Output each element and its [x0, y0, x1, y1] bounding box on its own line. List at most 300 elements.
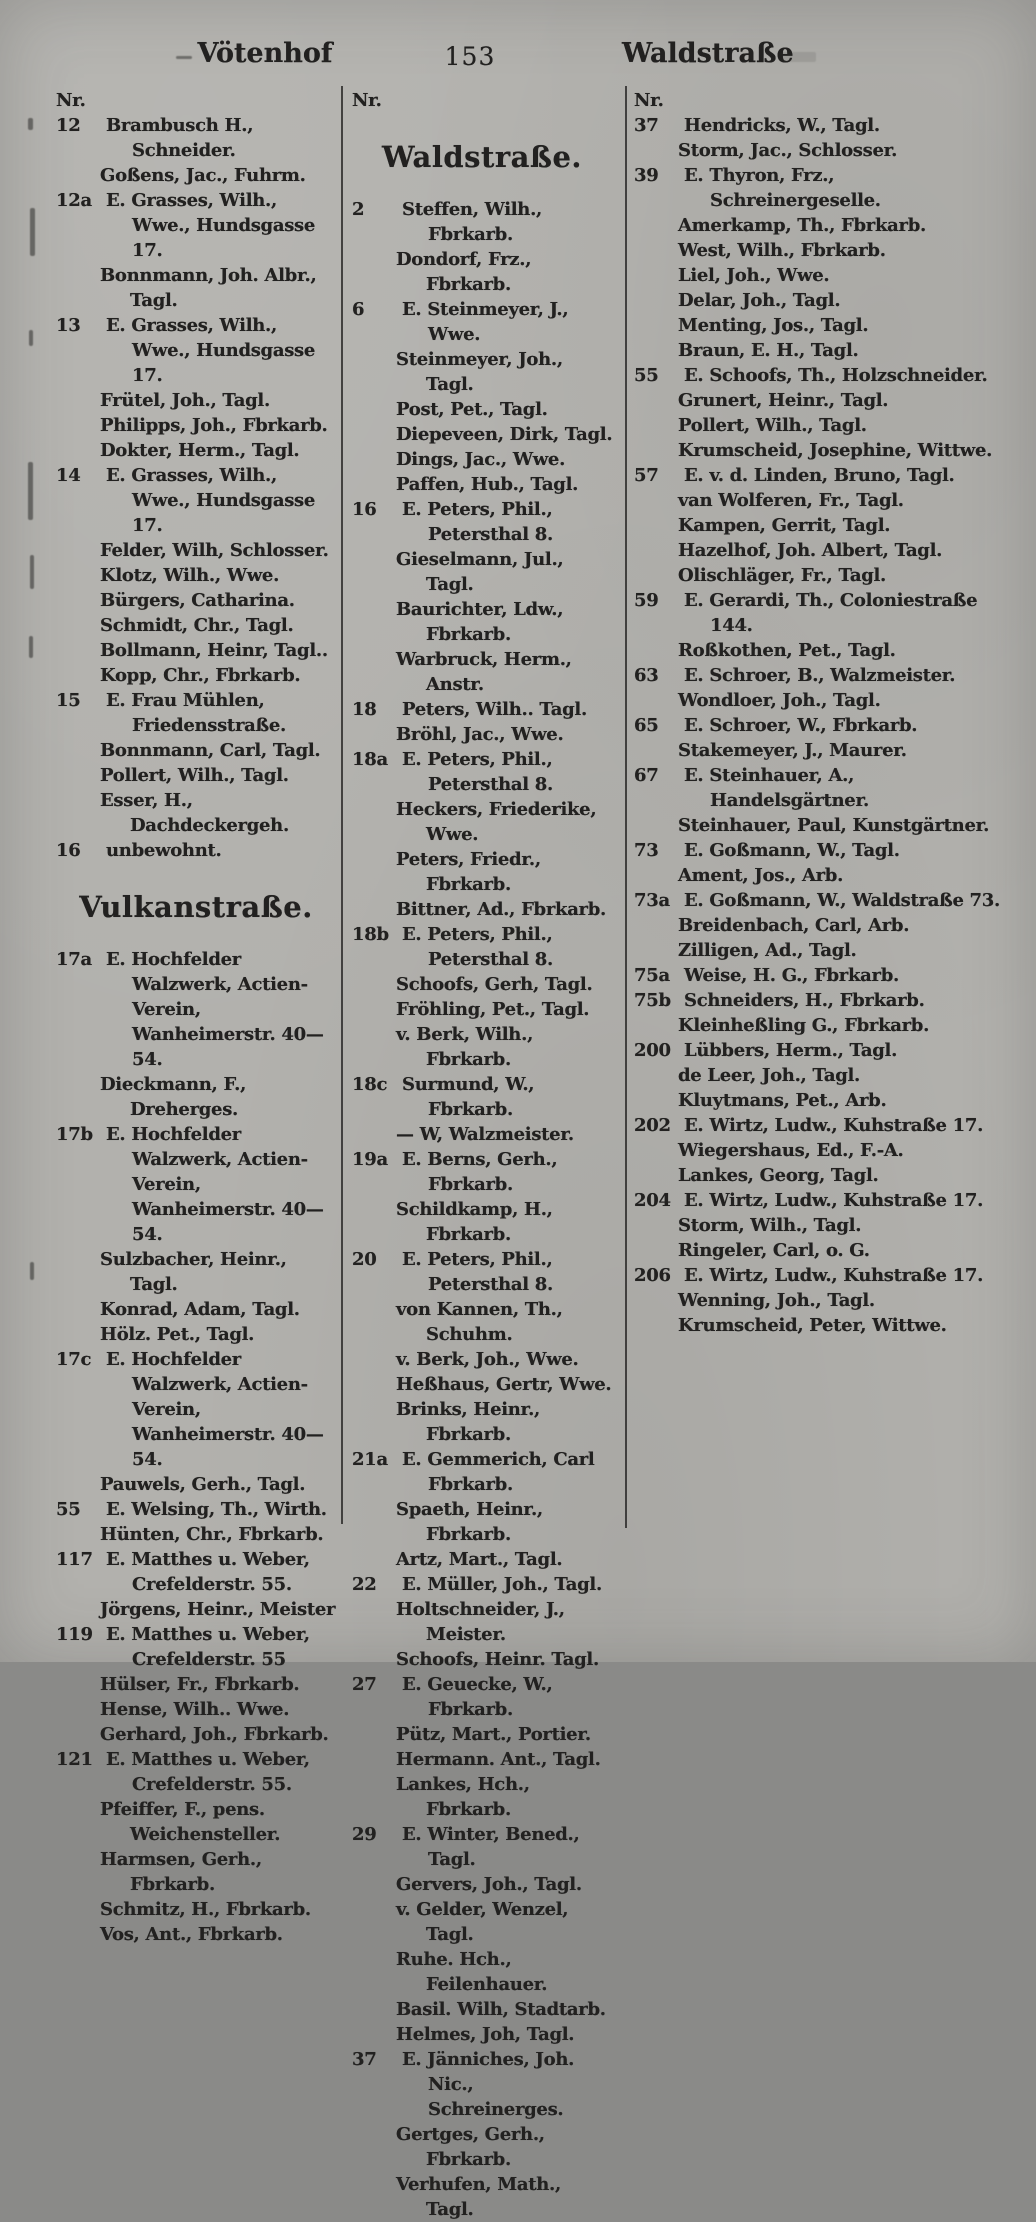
entry-row [54, 1547, 338, 1597]
entry-row [54, 838, 338, 863]
entry-row [350, 472, 614, 497]
entry-number: 55 [634, 365, 659, 386]
entry-text: Felder, Wilh, Schlosser. [100, 540, 329, 561]
entry-row [350, 1447, 614, 1497]
entry-text: Basil. Wilh, Stadtarb. [396, 1999, 606, 2020]
entry-row [54, 588, 338, 613]
entry-text: Dondorf, Frz., Fbrkarb. [396, 249, 532, 295]
entry-text: Wiegershaus, Ed., F.-A. [678, 1140, 904, 1161]
entry-row [350, 1372, 614, 1397]
entry-text: Krumscheid, Josephine, Wittwe. [678, 440, 993, 461]
entry-row [54, 663, 338, 688]
entry-row [350, 1247, 614, 1297]
scan-artifact [28, 462, 33, 520]
entry-row [632, 763, 1010, 813]
entry-row [350, 647, 614, 697]
entry-text: Schneiders, H., Fbrkarb. [684, 990, 925, 1011]
entry-row [632, 938, 1010, 963]
entry-row [632, 213, 1010, 238]
entry-number: 117 [56, 1549, 93, 1570]
entry-row [350, 2022, 614, 2047]
entry-number: 13 [56, 315, 81, 336]
entry-number: 37 [352, 2049, 377, 2070]
entry-row [350, 1547, 614, 1572]
entry-text: Schoofs, Gerh, Tagl. [396, 974, 593, 995]
entry-row [632, 713, 1010, 738]
entry-text: de Leer, Joh., Tagl. [678, 1065, 861, 1086]
entry-row [632, 688, 1010, 713]
entry-number: 22 [352, 1574, 377, 1595]
scan-artifact [780, 52, 816, 62]
column-3-entries [632, 113, 1010, 1338]
scan-artifact [176, 56, 192, 59]
entry-number: 75b [634, 990, 671, 1011]
entry-row [54, 563, 338, 588]
nr-label: Nr. [352, 90, 382, 111]
entry-text: Heckers, Friederike, Wwe. [396, 799, 597, 845]
entry-row [632, 963, 1010, 988]
entry-text: E. Berns, Gerh., Fbrkarb. [402, 1149, 558, 1195]
entry-row [350, 547, 614, 597]
scan-artifact [30, 555, 34, 589]
entry-text: Liel, Joh., Wwe. [678, 265, 830, 286]
entry-row [350, 1297, 614, 1347]
entry-row [350, 2172, 614, 2222]
entry-row [350, 1772, 614, 1822]
entry-row [54, 1797, 338, 1847]
entry-row [54, 613, 338, 638]
entry-row [54, 1847, 338, 1897]
entry-row [350, 1647, 614, 1672]
entry-number: 200 [634, 1040, 671, 1061]
entry-row [632, 338, 1010, 363]
entry-row [350, 1397, 614, 1447]
entry-text: Heßhaus, Gertr, Wwe. [396, 1374, 612, 1395]
entry-text: Helmes, Joh, Tagl. [396, 2024, 575, 2045]
entry-row [350, 797, 614, 847]
entry-row [54, 313, 338, 388]
scan-artifact [29, 330, 33, 346]
entry-number: 121 [56, 1749, 93, 1770]
entry-row [632, 463, 1010, 488]
entry-row [350, 847, 614, 897]
entry-row [54, 1897, 338, 1922]
entry-text: Bonnmann, Carl, Tagl. [100, 740, 321, 761]
entry-text: Hendricks, W., Tagl. [684, 115, 880, 136]
entry-number: 27 [352, 1674, 377, 1695]
entry-text: Lankes, Hch., Fbrkarb. [396, 1774, 530, 1820]
entry-text: Hermann. Ant., Tagl. [396, 1749, 601, 1770]
entry-text: Pollert, Wilh., Tagl. [678, 415, 867, 436]
entry-text: Hülser, Fr., Fbrkarb. [100, 1674, 300, 1695]
entry-row [350, 1022, 614, 1072]
entry-text: E. Schoofs, Th., Holzschneider. [684, 365, 988, 386]
entry-text: Vos, Ant., Fbrkarb. [100, 1924, 283, 1945]
entry-row [54, 1622, 338, 1672]
entry-text: Brinks, Heinr., Fbrkarb. [396, 1399, 541, 1445]
entry-number: 57 [634, 465, 659, 486]
entry-row [350, 397, 614, 422]
entry-row [632, 113, 1010, 138]
entry-row [632, 663, 1010, 688]
column-separator [341, 86, 343, 1524]
entry-row [632, 138, 1010, 163]
entry-row [54, 263, 338, 313]
entry-row [350, 997, 614, 1022]
entry-row [54, 388, 338, 413]
entry-row [350, 1072, 614, 1122]
entry-text: Spaeth, Heinr., Fbrkarb. [396, 1499, 543, 1545]
entry-row [632, 1088, 1010, 1113]
entry-text: Pollert, Wilh., Tagl. [100, 765, 289, 786]
entry-row [632, 588, 1010, 638]
entry-text: E. Goßmann, W., Tagl. [684, 840, 900, 861]
column-1-entries [54, 113, 338, 1947]
entry-text: Menting, Jos., Tagl. [678, 315, 869, 336]
entry-row [350, 922, 614, 972]
entry-text: Breidenbach, Carl, Arb. [678, 915, 910, 936]
entry-row [350, 897, 614, 922]
entry-text: E. v. d. Linden, Bruno, Tagl. [684, 465, 955, 486]
entry-number: 6 [352, 299, 365, 320]
entry-number: 67 [634, 765, 659, 786]
entry-text: Roßkothen, Pet., Tagl. [678, 640, 896, 661]
entry-row [632, 488, 1010, 513]
entry-text: E. Grasses, Wilh., Wwe., Hundsgasse 17. [106, 190, 316, 261]
entry-text: Harmsen, Gerh., Fbrkarb. [100, 1849, 262, 1895]
entry-row [54, 438, 338, 463]
entry-text: Braun, E. H., Tagl. [678, 340, 859, 361]
entry-row [632, 363, 1010, 388]
entry-text: Pütz, Mart., Portier. [396, 1724, 591, 1745]
entry-text: E. Grasses, Wilh., Wwe., Hundsgasse 17. [106, 465, 316, 536]
entry-row [54, 188, 338, 263]
nr-label: Nr. [56, 90, 86, 111]
entry-row [54, 413, 338, 438]
entry-row [350, 2122, 614, 2172]
column-2-entries [350, 140, 614, 2222]
entry-number: 39 [634, 165, 659, 186]
entry-row [54, 1247, 338, 1297]
page-number: 153 [444, 42, 496, 71]
scan-artifact [30, 1262, 34, 1280]
entry-row [350, 1822, 614, 1872]
entry-row [632, 1113, 1010, 1138]
entry-text: Kluytmans, Pet., Arb. [678, 1090, 887, 1111]
entry-number: 18 [352, 699, 377, 720]
entry-text: Krumscheid, Peter, Wittwe. [678, 1315, 947, 1336]
entry-text: E. Wirtz, Ludw., Kuhstraße 17. [684, 1190, 984, 1211]
entry-row [350, 1897, 614, 1947]
entry-text: Pauwels, Gerh., Tagl. [100, 1474, 306, 1495]
entry-number: 119 [56, 1624, 93, 1645]
entry-number: 12 [56, 115, 81, 136]
entry-number: 18a [352, 749, 388, 770]
entry-row [350, 422, 614, 447]
entry-row [54, 1522, 338, 1547]
entry-number: 20 [352, 1249, 377, 1270]
entry-text: Ringeler, Carl, o. G. [678, 1240, 870, 1261]
entry-text: Schoofs, Heinr. Tagl. [396, 1649, 599, 1670]
entry-text: Amerkamp, Th., Fbrkarb. [678, 215, 926, 236]
entry-text: Steinhauer, Paul, Kunstgärtner. [678, 815, 990, 836]
entry-row [54, 1672, 338, 1697]
scan-artifact [30, 208, 35, 256]
entry-text: Olischläger, Fr., Tagl. [678, 565, 887, 586]
entry-row [350, 722, 614, 747]
entry-row [632, 738, 1010, 763]
entry-row [632, 163, 1010, 213]
entry-text: E. Winter, Bened., Tagl. [402, 1824, 580, 1870]
entry-text: Bittner, Ad., Fbrkarb. [396, 899, 606, 920]
entry-text: Bürgers, Catharina. [100, 590, 295, 611]
entry-text: Lübbers, Herm., Tagl. [684, 1040, 898, 1061]
entry-row [632, 863, 1010, 888]
entry-text: E. Frau Mühlen, Friedensstraße. [106, 690, 286, 736]
entry-number: 29 [352, 1824, 377, 1845]
entry-number: 65 [634, 715, 659, 736]
entry-row [632, 638, 1010, 663]
entry-text: E. Steinhauer, A., Handelsgärtner. [684, 765, 869, 811]
entry-text: E. Matthes u. Weber, Crefelderstr. 55. [106, 1749, 310, 1795]
entry-text: Lankes, Georg, Tagl. [678, 1165, 879, 1186]
entry-row [54, 1922, 338, 1947]
entry-row [350, 197, 614, 247]
entry-number: 17a [56, 949, 92, 970]
entry-row [350, 1122, 614, 1147]
entry-row [632, 513, 1010, 538]
entry-text: Hazelhof, Joh. Albert, Tagl. [678, 540, 943, 561]
entry-row [54, 738, 338, 763]
entry-text: Holtschneider, J., Meister. [396, 1599, 565, 1645]
entry-text: Ruhe. Hch., Feilenhauer. [396, 1949, 548, 1995]
entry-text: E. Goßmann, W., Waldstraße 73. [684, 890, 1000, 911]
entry-text: Dieckmann, F., Dreherges. [100, 1074, 247, 1120]
entry-text: E. Peters, Phil., Petersthal 8. [402, 749, 553, 795]
entry-row [54, 1497, 338, 1522]
entry-number: 63 [634, 665, 659, 686]
entry-text: Schmitz, H., Fbrkarb. [100, 1899, 311, 1920]
entry-row [632, 438, 1010, 463]
entry-text: Grunert, Heinr., Tagl. [678, 390, 889, 411]
entry-row [632, 838, 1010, 863]
entry-text: Surmund, W., Fbrkarb. [402, 1074, 535, 1120]
column-1 [54, 88, 338, 1947]
entry-text: Wondloer, Joh., Tagl. [678, 690, 881, 711]
entry-row [54, 1722, 338, 1747]
street-heading: Waldstraße. [381, 140, 582, 174]
entry-number: 16 [56, 840, 81, 861]
entry-text: E. Geuecke, W., Fbrkarb. [402, 1674, 553, 1720]
entry-row [350, 972, 614, 997]
entry-row [632, 413, 1010, 438]
entry-row [54, 1122, 338, 1247]
entry-row [54, 113, 338, 163]
entry-text: E. Matthes u. Weber, Crefelderstr. 55 [106, 1624, 310, 1670]
entry-row [350, 1147, 614, 1197]
entry-text: Storm, Jac., Schlosser. [678, 140, 898, 161]
nr-label: Nr. [634, 90, 664, 111]
entry-text: Wenning, Joh., Tagl. [678, 1290, 875, 1311]
entry-number: 16 [352, 499, 377, 520]
entry-text: E. Wirtz, Ludw., Kuhstraße 17. [684, 1115, 984, 1136]
entry-row [632, 988, 1010, 1013]
entry-row [350, 697, 614, 722]
column-2 [350, 88, 614, 2222]
entry-row [350, 1722, 614, 1747]
entry-text: Bollmann, Heinr, Tagl.. [100, 640, 328, 661]
entry-text: Konrad, Adam, Tagl. [100, 1299, 300, 1320]
entry-text: Gervers, Joh., Tagl. [396, 1874, 582, 1895]
entry-row [632, 288, 1010, 313]
entry-row [54, 163, 338, 188]
entry-text: Pfeiffer, F., pens. Weichensteller. [100, 1799, 281, 1845]
entry-row [350, 247, 614, 297]
entry-text: Jörgens, Heinr., Meister [100, 1599, 336, 1620]
entry-row [54, 1072, 338, 1122]
entry-number: 73 [634, 840, 659, 861]
entry-text: unbewohnt. [106, 840, 222, 861]
entry-row [350, 1672, 614, 1722]
entry-text: E. Wirtz, Ludw., Kuhstraße 17. [684, 1265, 984, 1286]
entry-text: Gerhard, Joh., Fbrkarb. [100, 1724, 329, 1745]
entry-row [632, 888, 1010, 913]
entry-row [350, 1197, 614, 1247]
entry-text: Peters, Wilh.. Tagl. [402, 699, 587, 720]
entry-text: Goßens, Jac., Fuhrm. [100, 165, 306, 186]
scan-artifact [28, 118, 33, 130]
entry-row [350, 1572, 614, 1597]
entry-text: Delar, Joh., Tagl. [678, 290, 841, 311]
entry-row [54, 1472, 338, 1497]
entry-number: 18c [352, 1074, 388, 1095]
entry-text: van Wolferen, Fr., Tagl. [678, 490, 904, 511]
entry-text: E. Hochfelder Walzwerk, Actien-Verein, Wanheimerstr. 40—54. [106, 1349, 324, 1470]
entry-row [632, 1238, 1010, 1263]
entry-number: 17b [56, 1124, 93, 1145]
entry-number: 73a [634, 890, 670, 911]
entry-text: — W, Walzmeister. [396, 1124, 574, 1145]
entry-text: Kampen, Gerrit, Tagl. [678, 515, 891, 536]
entry-row [632, 263, 1010, 288]
entry-row [54, 1297, 338, 1322]
column-3 [632, 88, 1010, 1338]
entry-number: 15 [56, 690, 81, 711]
entry-text: Warbruck, Herm., Anstr. [396, 649, 572, 695]
entry-text: E. Müller, Joh., Tagl. [402, 1574, 602, 1595]
entry-number: 19a [352, 1149, 388, 1170]
entry-text: Storm, Wilh., Tagl. [678, 1215, 862, 1236]
entry-row [632, 1163, 1010, 1188]
entry-text: Bröhl, Jac., Wwe. [396, 724, 564, 745]
entry-row [350, 1947, 614, 1997]
entry-number: 37 [634, 115, 659, 136]
entry-row [54, 1747, 338, 1797]
entry-text: Gieselmann, Jul., Tagl. [396, 549, 564, 595]
entry-text: Steinmeyer, Joh., Tagl. [396, 349, 563, 395]
column-separator [625, 86, 627, 1528]
entry-number: 2 [352, 199, 365, 220]
entry-row [350, 1497, 614, 1547]
entry-text: Peters, Friedr., Fbrkarb. [396, 849, 541, 895]
entry-text: E. Schroer, W., Fbrkarb. [684, 715, 918, 736]
entry-text: E. Gerardi, Th., Coloniestraße 144. [684, 590, 978, 636]
header-right-title: Waldstraße [622, 38, 794, 69]
entry-row [632, 1188, 1010, 1213]
entry-text: E. Jänniches, Joh. Nic., Schreinerges. [402, 2049, 575, 2120]
entry-text: Kopp, Chr., Fbrkarb. [100, 665, 301, 686]
entry-text: E. Peters, Phil., Petersthal 8. [402, 499, 553, 545]
entry-row [350, 747, 614, 797]
entry-text: Weise, H. G., Fbrkarb. [684, 965, 899, 986]
entry-number: 14 [56, 465, 81, 486]
entry-text: E. Grasses, Wilh., Wwe., Hundsgasse 17. [106, 315, 316, 386]
entry-text: Bonnmann, Joh. Albr., Tagl. [100, 265, 317, 311]
entry-row [632, 1263, 1010, 1288]
entry-row [632, 388, 1010, 413]
entry-row [632, 1038, 1010, 1063]
entry-text: Hense, Wilh.. Wwe. [100, 1699, 290, 1720]
entry-row [54, 463, 338, 538]
entry-text: von Kannen, Th., Schuhm. [396, 1299, 563, 1345]
entry-row [54, 1322, 338, 1347]
entry-row [632, 1288, 1010, 1313]
entry-text: Sulzbacher, Heinr., Tagl. [100, 1249, 287, 1295]
entry-number: 12a [56, 190, 92, 211]
entry-row [54, 788, 338, 838]
entry-row [632, 238, 1010, 263]
entry-row [632, 813, 1010, 838]
entry-row [350, 497, 614, 547]
entry-row [632, 1063, 1010, 1088]
entry-row [350, 1347, 614, 1372]
entry-text: E. Thyron, Frz., Schreinergeselle. [684, 165, 881, 211]
entry-row [632, 913, 1010, 938]
entry-row [350, 447, 614, 472]
entry-row [632, 538, 1010, 563]
entry-text: Hölz. Pet., Tagl. [100, 1324, 255, 1345]
entry-number: 206 [634, 1265, 671, 1286]
entry-row [350, 347, 614, 397]
entry-text: v. Gelder, Wenzel, Tagl. [396, 1899, 569, 1945]
entry-text: Frütel, Joh., Tagl. [100, 390, 270, 411]
entry-text: Kleinheßling G., Fbrkarb. [678, 1015, 930, 1036]
entry-text: Diepeveen, Dirk, Tagl. [396, 424, 613, 445]
entry-text: Post, Pet., Tagl. [396, 399, 548, 420]
entry-text: Ament, Jos., Arb. [678, 865, 844, 886]
street-heading: Vulkanstraße. [79, 890, 313, 924]
entry-row [350, 1872, 614, 1897]
entry-text: Esser, H., Dachdeckergeh. [100, 790, 289, 836]
entry-text: Artz, Mart., Tagl. [396, 1549, 563, 1570]
entry-number: 18b [352, 924, 389, 945]
entry-text: Brambusch H., Schneider. [106, 115, 254, 161]
entry-text: Fröhling, Pet., Tagl. [396, 999, 590, 1020]
entry-text: Verhufen, Math., Tagl. [396, 2174, 561, 2220]
entry-number: 202 [634, 1115, 671, 1136]
entry-text: Hünten, Chr., Fbrkarb. [100, 1524, 324, 1545]
entry-text: E. Steinmeyer, J., Wwe. [402, 299, 569, 345]
entry-text: West, Wilh., Fbrkarb. [678, 240, 886, 261]
entry-row [54, 763, 338, 788]
entry-text: Schildkamp, H., Fbrkarb. [396, 1199, 553, 1245]
entry-number: 55 [56, 1499, 81, 1520]
entry-number: 75a [634, 965, 670, 986]
entry-text: Gertges, Gerh., Fbrkarb. [396, 2124, 545, 2170]
entry-text: E. Peters, Phil., Petersthal 8. [402, 924, 553, 970]
entry-text: E. Peters, Phil., Petersthal 8. [402, 1249, 553, 1295]
entry-row [350, 1747, 614, 1772]
